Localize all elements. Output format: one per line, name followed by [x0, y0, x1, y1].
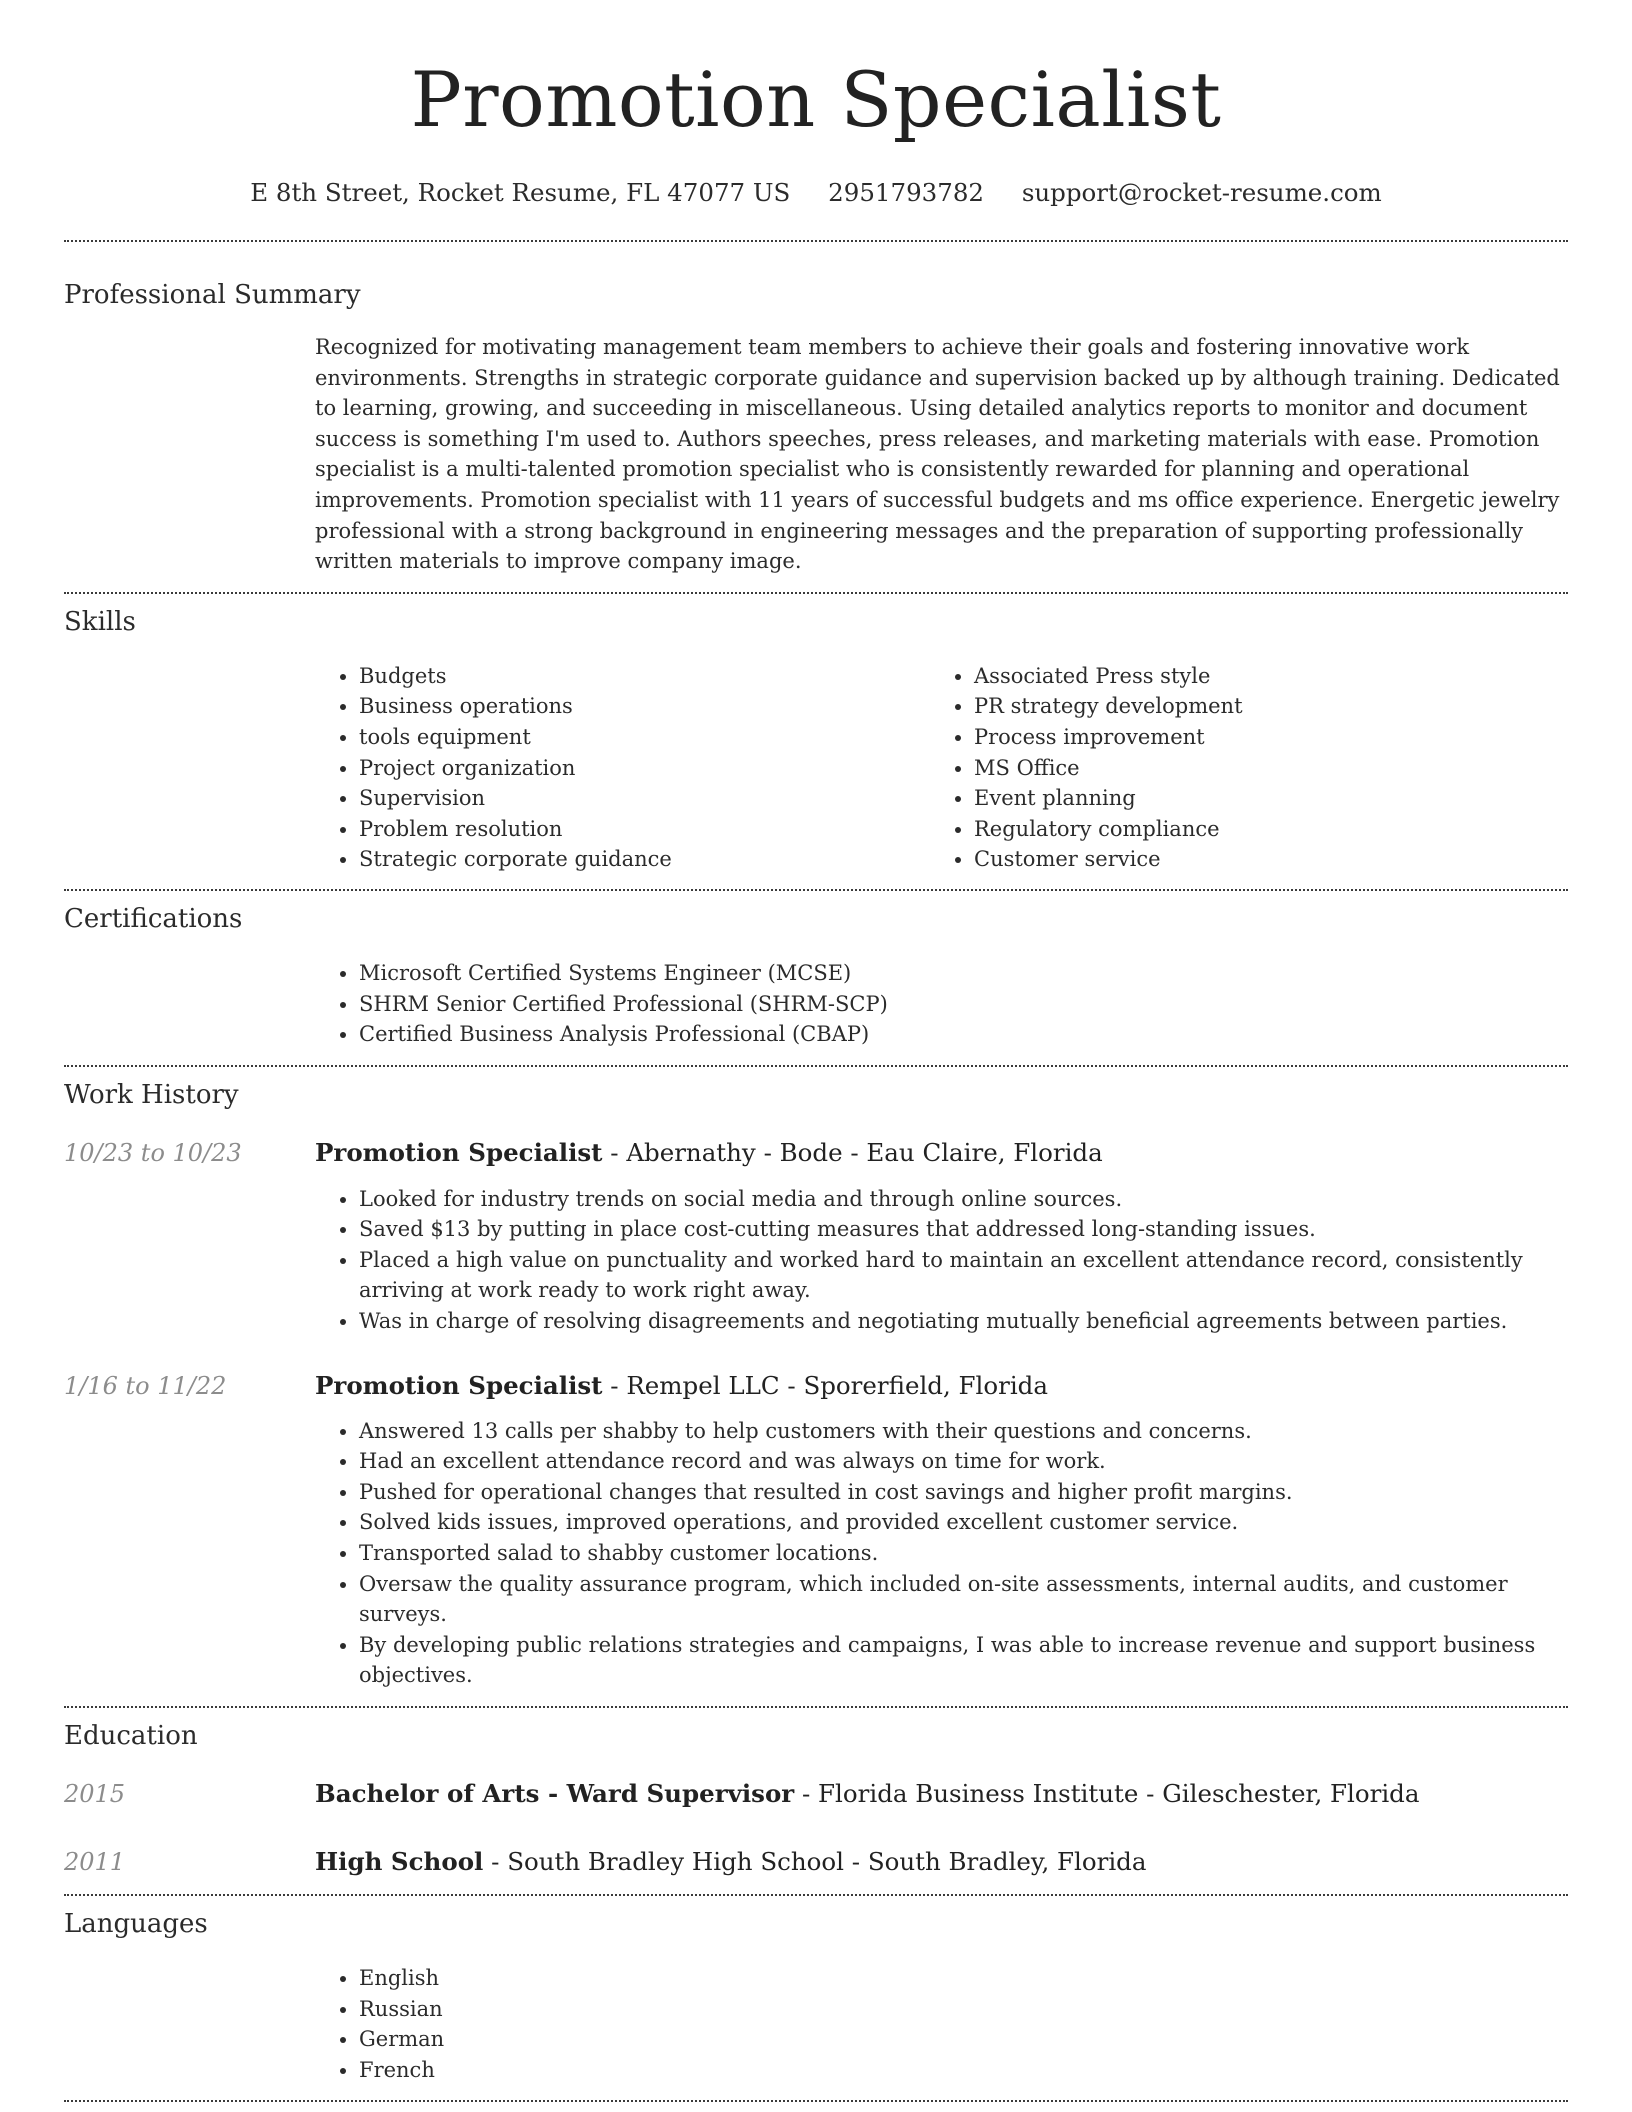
job-bullet: • Saved $13 by putting in place cost-cutting measures that addressed long-standing issues.	[359, 1214, 1568, 1245]
section-title: Professional Summary	[64, 280, 361, 310]
skill-item: • PR strategy development	[974, 691, 1545, 722]
job-bullet: • Pushed for operational changes that resulted in cost savings and higher profit margins.	[359, 1477, 1568, 1508]
job-dates: 10/23 to 10/23	[64, 1138, 242, 1167]
job-entry	[64, 1369, 1568, 1403]
job-bullet: • Transported salad to shabby customer locations.	[359, 1538, 1568, 1569]
certification-item: • Certified Business Analysis Professional (CBAP)	[359, 1019, 1568, 1050]
work-history-section	[64, 1067, 1568, 1706]
job-bullet: • Answered 13 calls per shabby to help customers with their questions and concerns.	[359, 1416, 1568, 1447]
education-school: - Florida Business Institute - Gileschester, Florida	[794, 1779, 1420, 1808]
contact-address: E 8th Street, Rocket Resume, FL 47077 US	[250, 178, 791, 207]
job-bullet: • Solved kids issues, improved operations, and provided excellent customer service.	[359, 1507, 1568, 1538]
languages-section	[64, 1896, 1568, 2100]
skill-item: • Project organization	[359, 753, 930, 784]
job-bullet: • Looked for industry trends on social media and through online sources.	[359, 1184, 1568, 1215]
certification-item: • Microsoft Certified Systems Engineer (MCSE)	[359, 958, 1568, 989]
skill-item: • Problem resolution	[359, 814, 930, 845]
skills-section	[64, 594, 1568, 889]
job-bullet: • Oversaw the quality assurance program, which included on-site assessments, internal audits, and customer surveys.	[359, 1569, 1568, 1630]
section-title: Skills	[64, 606, 136, 637]
skill-item: • Supervision	[359, 783, 930, 814]
certifications-section	[64, 891, 1568, 1065]
skills-column-left	[315, 661, 930, 875]
job-bullet: • By developing public relations strategies and campaigns, I was able to increase revenue and support business objectives.	[359, 1630, 1568, 1691]
certifications-list	[315, 958, 1568, 1050]
job-bullet: • Placed a high value on punctuality and worked hard to maintain an excellent attendance record, consistently arriving at work ready to work right away.	[359, 1245, 1568, 1306]
job-bullet: • Had an excellent attendance record and was always on time for work.	[359, 1446, 1568, 1477]
skills-grid	[315, 661, 1568, 875]
job-company-location: - Rempel LLC - Sporerfield, Florida	[602, 1370, 1048, 1400]
skills-column-right	[930, 661, 1545, 875]
skill-item: • Event planning	[974, 783, 1545, 814]
skill-item: • Process improvement	[974, 722, 1545, 753]
section-title: Certifications	[64, 903, 243, 934]
language-item: • Russian	[359, 1994, 1568, 2025]
job-role: Promotion Specialist	[315, 1137, 603, 1167]
language-item: • French	[359, 2055, 1568, 2086]
job-role: Promotion Specialist	[315, 1370, 603, 1400]
certification-item: • SHRM Senior Certified Professional (SHRM-SCP)	[359, 989, 1568, 1020]
divider	[64, 2100, 1568, 2102]
skill-item: • Strategic corporate guidance	[359, 844, 930, 875]
skill-item: • MS Office	[974, 753, 1545, 784]
contact-phone: 2951793782	[828, 178, 985, 207]
education-year: 2015	[64, 1780, 126, 1808]
summary-section	[64, 242, 1568, 592]
skill-item: • Business operations	[359, 691, 930, 722]
job-entry	[64, 1136, 1568, 1170]
candidate-name: Promotion Specialist	[410, 55, 1222, 144]
education-headline	[315, 1777, 1419, 1811]
summary-text: Recognized for motivating management team members to achieve their goals and fostering innovative work environments. Strengths in strategic corporate guidance and supervision backed up by although training. Dedicated to learning, growing, and succeeding in miscellaneous. Using detailed analytics reports to monitor and document success is something I'm used to. Authors speeches, press releases, and marketing materials with ease. Promotion specialist is a multi-talented promotion specialist who is consistently rewarded for planning and operational improvements. Promotion specialist with 11 years of successful budgets and ms office experience. Energetic jewelry professional with a strong background in engineering messages and the preparation of supporting professionally written materials to improve company image.	[315, 335, 1560, 574]
skill-item: • Budgets	[359, 661, 930, 692]
job-bullet: • Was in charge of resolving disagreements and negotiating mutually beneficial agreements between parties.	[359, 1306, 1568, 1337]
skill-item: • Regulatory compliance	[974, 814, 1545, 845]
education-section	[64, 1708, 1568, 1894]
education-degree: Bachelor of Arts - Ward Supervisor	[315, 1779, 795, 1808]
contact-line	[64, 176, 1568, 210]
skill-item: • tools equipment	[359, 722, 930, 753]
contact-email: support@rocket-resume.com	[1021, 178, 1382, 207]
job-headline	[315, 1136, 1103, 1170]
section-title: Languages	[64, 1909, 208, 1939]
language-item: • German	[359, 2024, 1568, 2055]
job-dates: 1/16 to 11/22	[64, 1371, 227, 1400]
education-year: 2011	[64, 1848, 126, 1876]
section-title: Work History	[64, 1079, 239, 1110]
education-degree: High School	[315, 1847, 484, 1876]
job-bullets	[315, 1416, 1568, 1691]
job-bullets	[315, 1184, 1568, 1337]
resume-header	[64, 0, 1568, 210]
education-entry	[64, 1845, 1568, 1879]
skill-item: • Customer service	[974, 844, 1545, 875]
job-company-location: - Abernathy - Bode - Eau Claire, Florida	[602, 1137, 1103, 1167]
education-entry	[64, 1777, 1568, 1811]
section-title: Education	[64, 1721, 198, 1751]
job-headline	[315, 1369, 1048, 1403]
education-school: - South Bradley High School - South Bradley, Florida	[483, 1847, 1147, 1876]
skill-item: • Associated Press style	[974, 661, 1545, 692]
education-headline	[315, 1845, 1146, 1879]
language-item: • English	[359, 1963, 1568, 1994]
languages-list	[315, 1963, 1568, 2085]
